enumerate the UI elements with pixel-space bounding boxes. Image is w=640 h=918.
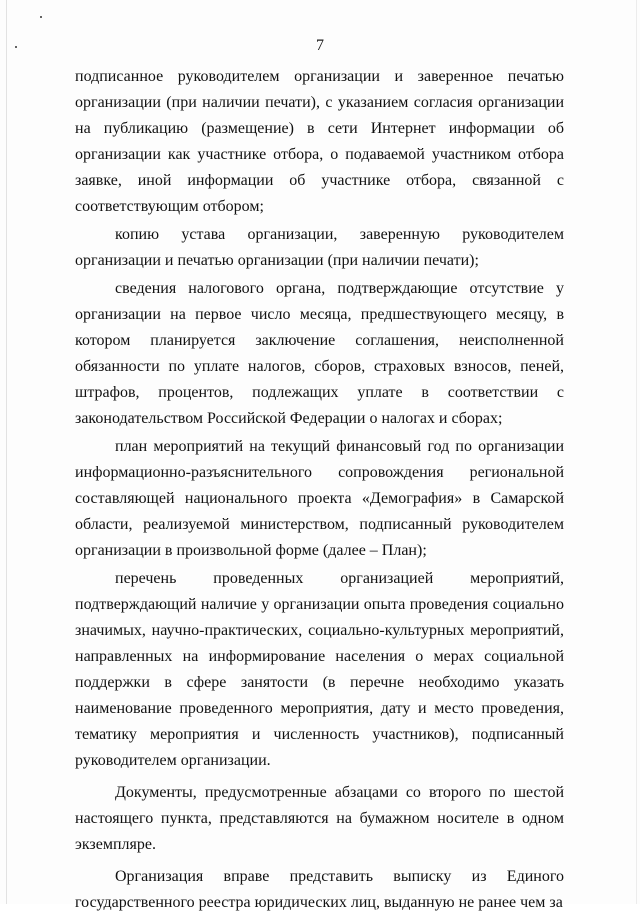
paragraph-events-list: перечень проведенных организацией мероприятий, подтверждающий наличие у организации опыта проведения социально значимых, научно-практических, социально-культурных мероприятий, направленных на информирование населения о мерах социальной поддержки в сфере занятости (в перечне необходимо указать наименование проведенного мероприятия, дату и место проведения, тематику мероприятия и численность участников), подписанный руководителем организации.: [75, 570, 564, 769]
scan-edge-right: [636, 0, 637, 904]
scan-edge-left: [6, 0, 7, 904]
paragraph-documents-paper: Документы, предусмотренные абзацами со второго по шестой настоящего пункта, представляются на бумажном носителе в одном экземпляре.: [75, 784, 564, 853]
document-body: [75, 64, 564, 918]
paragraph-tax-info: сведения налогового органа, подтверждающие отсутствие у организации на первое число месяца, предшествующего месяцу, в котором планируется заключение соглашения, неисполненной обязанности по уплате налогов, сборов, страховых взносов, пеней, штрафов, процентов, подлежащих уплате в соответствии с законодательством Российской Федерации о налогах и сборах;: [75, 280, 564, 427]
paragraph-continuation: подписанное руководителем организации и заверенное печатью организации (при наличии печати), с указанием согласия организации на публикацию (размещение) в сети Интернет информации об организации как участнике отбора, о подаваемой участником отбора заявке, иной информации об участнике отбора, связанной с соответствующим отбором;: [75, 68, 564, 215]
paragraph-event-plan: план мероприятий на текущий финансовый год по организации информационно-разъяснительного сопровождения региональной составляющей национального проекта «Демография» в Самарской области, реализуемой министерством, подписанный руководителем организации в произвольной форме (далее – План);: [75, 438, 564, 559]
paragraph-charter-copy: копию устава организации, заверенную руководителем организации и печатью организации (при наличии печати);: [75, 226, 564, 269]
page-number: 7: [316, 37, 324, 54]
scan-speck: [40, 16, 42, 18]
paragraph-registry-extract: Организация вправе представить выписку из Единого государственного реестра юридических лиц, выданную не ранее чем за: [75, 868, 564, 911]
